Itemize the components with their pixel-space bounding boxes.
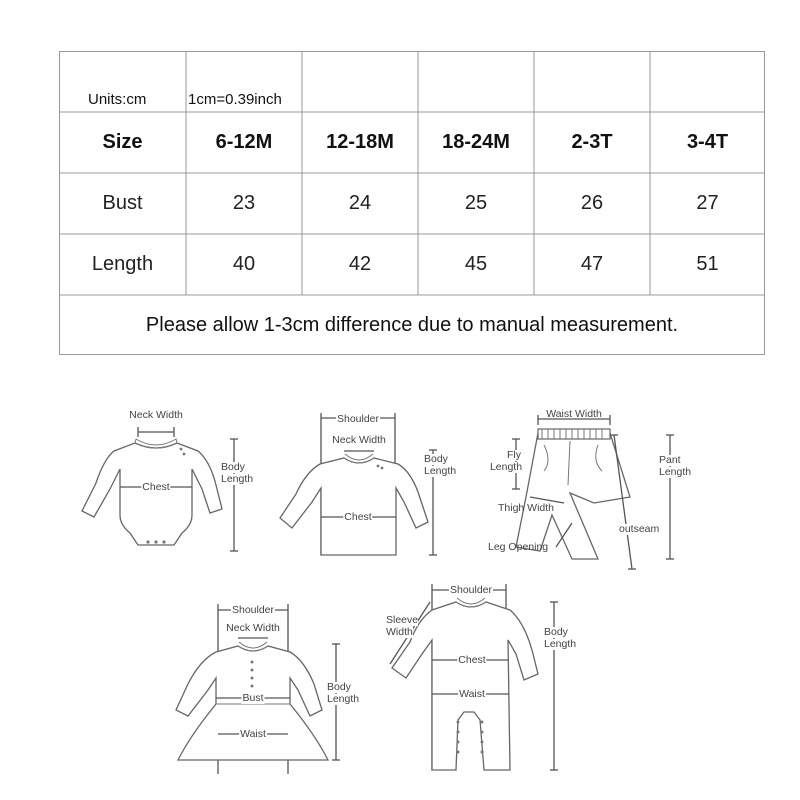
shirt-illustration bbox=[278, 410, 468, 560]
header-size-col: 6-12M bbox=[215, 131, 273, 153]
body-length-label: Body bbox=[424, 453, 448, 465]
body-length-label-2: Length bbox=[221, 473, 254, 485]
table-cell: 45 bbox=[464, 253, 488, 275]
header-size-col: 2-3T bbox=[571, 131, 613, 153]
neck-width-label: Neck Width bbox=[332, 434, 386, 446]
table-cell: 27 bbox=[696, 192, 719, 214]
shoulder-label: Shoulder bbox=[449, 584, 493, 596]
size-chart-table bbox=[59, 51, 765, 355]
header-size-col: 3-4T bbox=[686, 131, 729, 153]
table-cell: 40 bbox=[232, 253, 256, 275]
conversion-label: 1cm=0.39inch bbox=[188, 91, 282, 108]
neck-width-label: Neck Width bbox=[226, 622, 280, 634]
leg-opening-label: Leg Opening bbox=[488, 541, 549, 553]
table-row bbox=[59, 173, 765, 234]
chest-label: Chest bbox=[142, 481, 170, 493]
waist-width-label: Waist Width bbox=[546, 408, 602, 420]
table-cell: 47 bbox=[580, 253, 604, 275]
header-size: Size bbox=[102, 131, 143, 153]
table-cell: 42 bbox=[348, 253, 372, 275]
units-label: Units:cm bbox=[88, 91, 147, 108]
pant-length-label: Pant bbox=[659, 454, 681, 466]
neck-width-label: Neck Width bbox=[129, 409, 183, 421]
pant-length-label-2: Length bbox=[659, 466, 692, 478]
table-cell: 26 bbox=[580, 192, 604, 214]
pants-diagram bbox=[486, 405, 700, 575]
fly-length-label: Fly bbox=[507, 449, 521, 461]
chest-label: Chest bbox=[458, 654, 486, 666]
romper-illustration bbox=[384, 580, 594, 775]
table-cell: 23 bbox=[232, 192, 256, 214]
shoulder-label: Shoulder bbox=[336, 413, 380, 425]
row-label: Length bbox=[91, 253, 154, 275]
body-length-label: Body bbox=[221, 461, 245, 473]
bodysuit-diagram bbox=[80, 405, 270, 555]
dress-diagram bbox=[166, 600, 376, 775]
romper-diagram bbox=[384, 580, 594, 775]
table-row bbox=[59, 234, 765, 295]
header-size-col: 18-24M bbox=[442, 131, 510, 153]
fly-length-label-2: Length bbox=[489, 461, 523, 473]
chest-label: Chest bbox=[344, 511, 372, 523]
units-row bbox=[59, 51, 765, 112]
waist-label: Waist bbox=[240, 728, 266, 740]
row-label: Bust bbox=[102, 192, 143, 214]
sleeve-width-label: Sleeve bbox=[386, 614, 419, 626]
outseam-label: outseam bbox=[619, 523, 660, 535]
table-header-row bbox=[59, 112, 765, 173]
header-size-col: 12-18M bbox=[326, 131, 394, 153]
bust-label: Bust bbox=[242, 692, 264, 704]
table-cell: 51 bbox=[696, 253, 719, 275]
body-length-label-2: Length bbox=[424, 465, 457, 477]
body-length-label-2: Length bbox=[544, 638, 577, 650]
body-length-label-2: Length bbox=[327, 693, 360, 705]
body-length-label: Body bbox=[327, 681, 351, 693]
measurement-note: Please allow 1-3cm difference due to manual measurement. bbox=[145, 313, 679, 336]
sleeve-width-label-2: Width bbox=[386, 626, 413, 638]
table-cell: 24 bbox=[348, 192, 372, 214]
shirt-diagram bbox=[278, 410, 468, 560]
body-length-label: Body bbox=[544, 626, 568, 638]
waist-label: Waist bbox=[459, 688, 485, 700]
thigh-width-label: Thigh Width bbox=[498, 502, 555, 514]
table-cell: 25 bbox=[464, 192, 488, 214]
shoulder-label: Shoulder bbox=[231, 604, 275, 616]
